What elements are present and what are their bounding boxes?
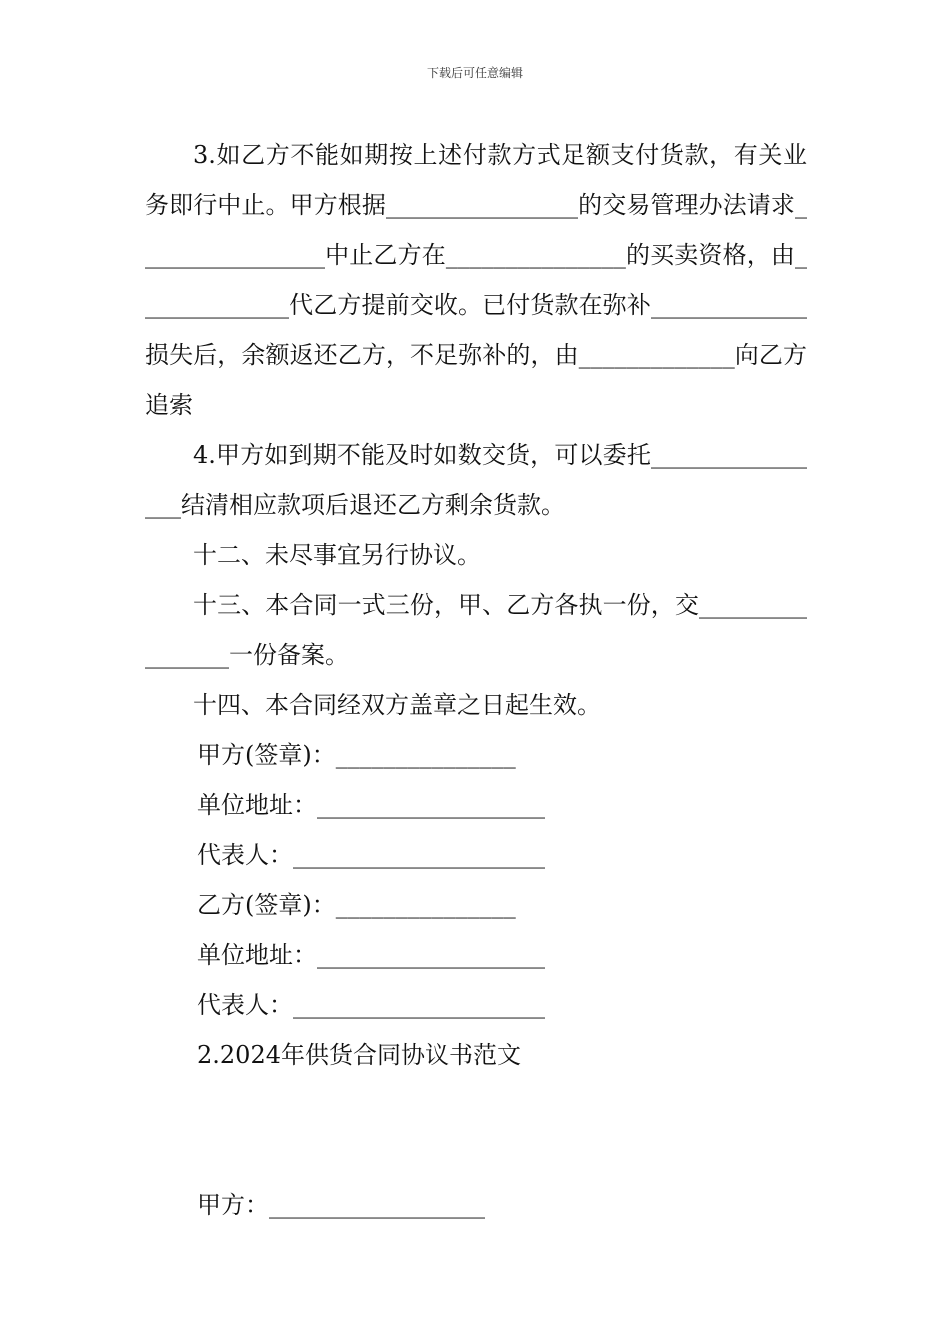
clause-13-copies: 十三、本合同一式三份，甲、乙方各执一份，交________________一份备案。	[145, 591, 807, 669]
document-body	[145, 130, 807, 1230]
party-a-address-line: 单位地址：___________________	[197, 791, 545, 819]
party-a-representative-line: 代表人：_____________________	[197, 841, 545, 869]
section-heading: 2.2024年供货合同协议书范文	[197, 1041, 521, 1069]
party-b-representative-line: 代表人：_____________________	[197, 991, 545, 1019]
clause-12-other-matters: 十二、未尽事宜另行协议。	[193, 541, 481, 569]
clause-14-effective-date: 十四、本合同经双方盖章之日起生效。	[193, 691, 601, 719]
clause-3-payment-default: 3.如乙方不能如期按上述付款方式足额支付货款，有关业务即行中止。甲方根据________________的交易管理办法请求________________中止乙方在_______________的买卖资格，由_____________代乙方提前交收。已付货款在弥补_____________损失后，余额返还乙方，不足弥补的，由_____________向乙方追索	[145, 141, 807, 419]
party-a-line: 甲方：__________________	[197, 1191, 485, 1219]
page-header: 下载后可任意编辑	[426, 66, 523, 80]
party-b-seal-line: 乙方(签章)：_______________	[197, 891, 516, 919]
blank-space	[145, 1080, 807, 1180]
party-a-seal-line: 甲方(签章)：_______________	[197, 741, 516, 769]
clause-4-delivery-default: 4.甲方如到期不能及时如数交货，可以委托________________结清相应款项后退还乙方剩余货款。	[145, 441, 807, 519]
party-b-address-line: 单位地址：___________________	[197, 941, 545, 969]
